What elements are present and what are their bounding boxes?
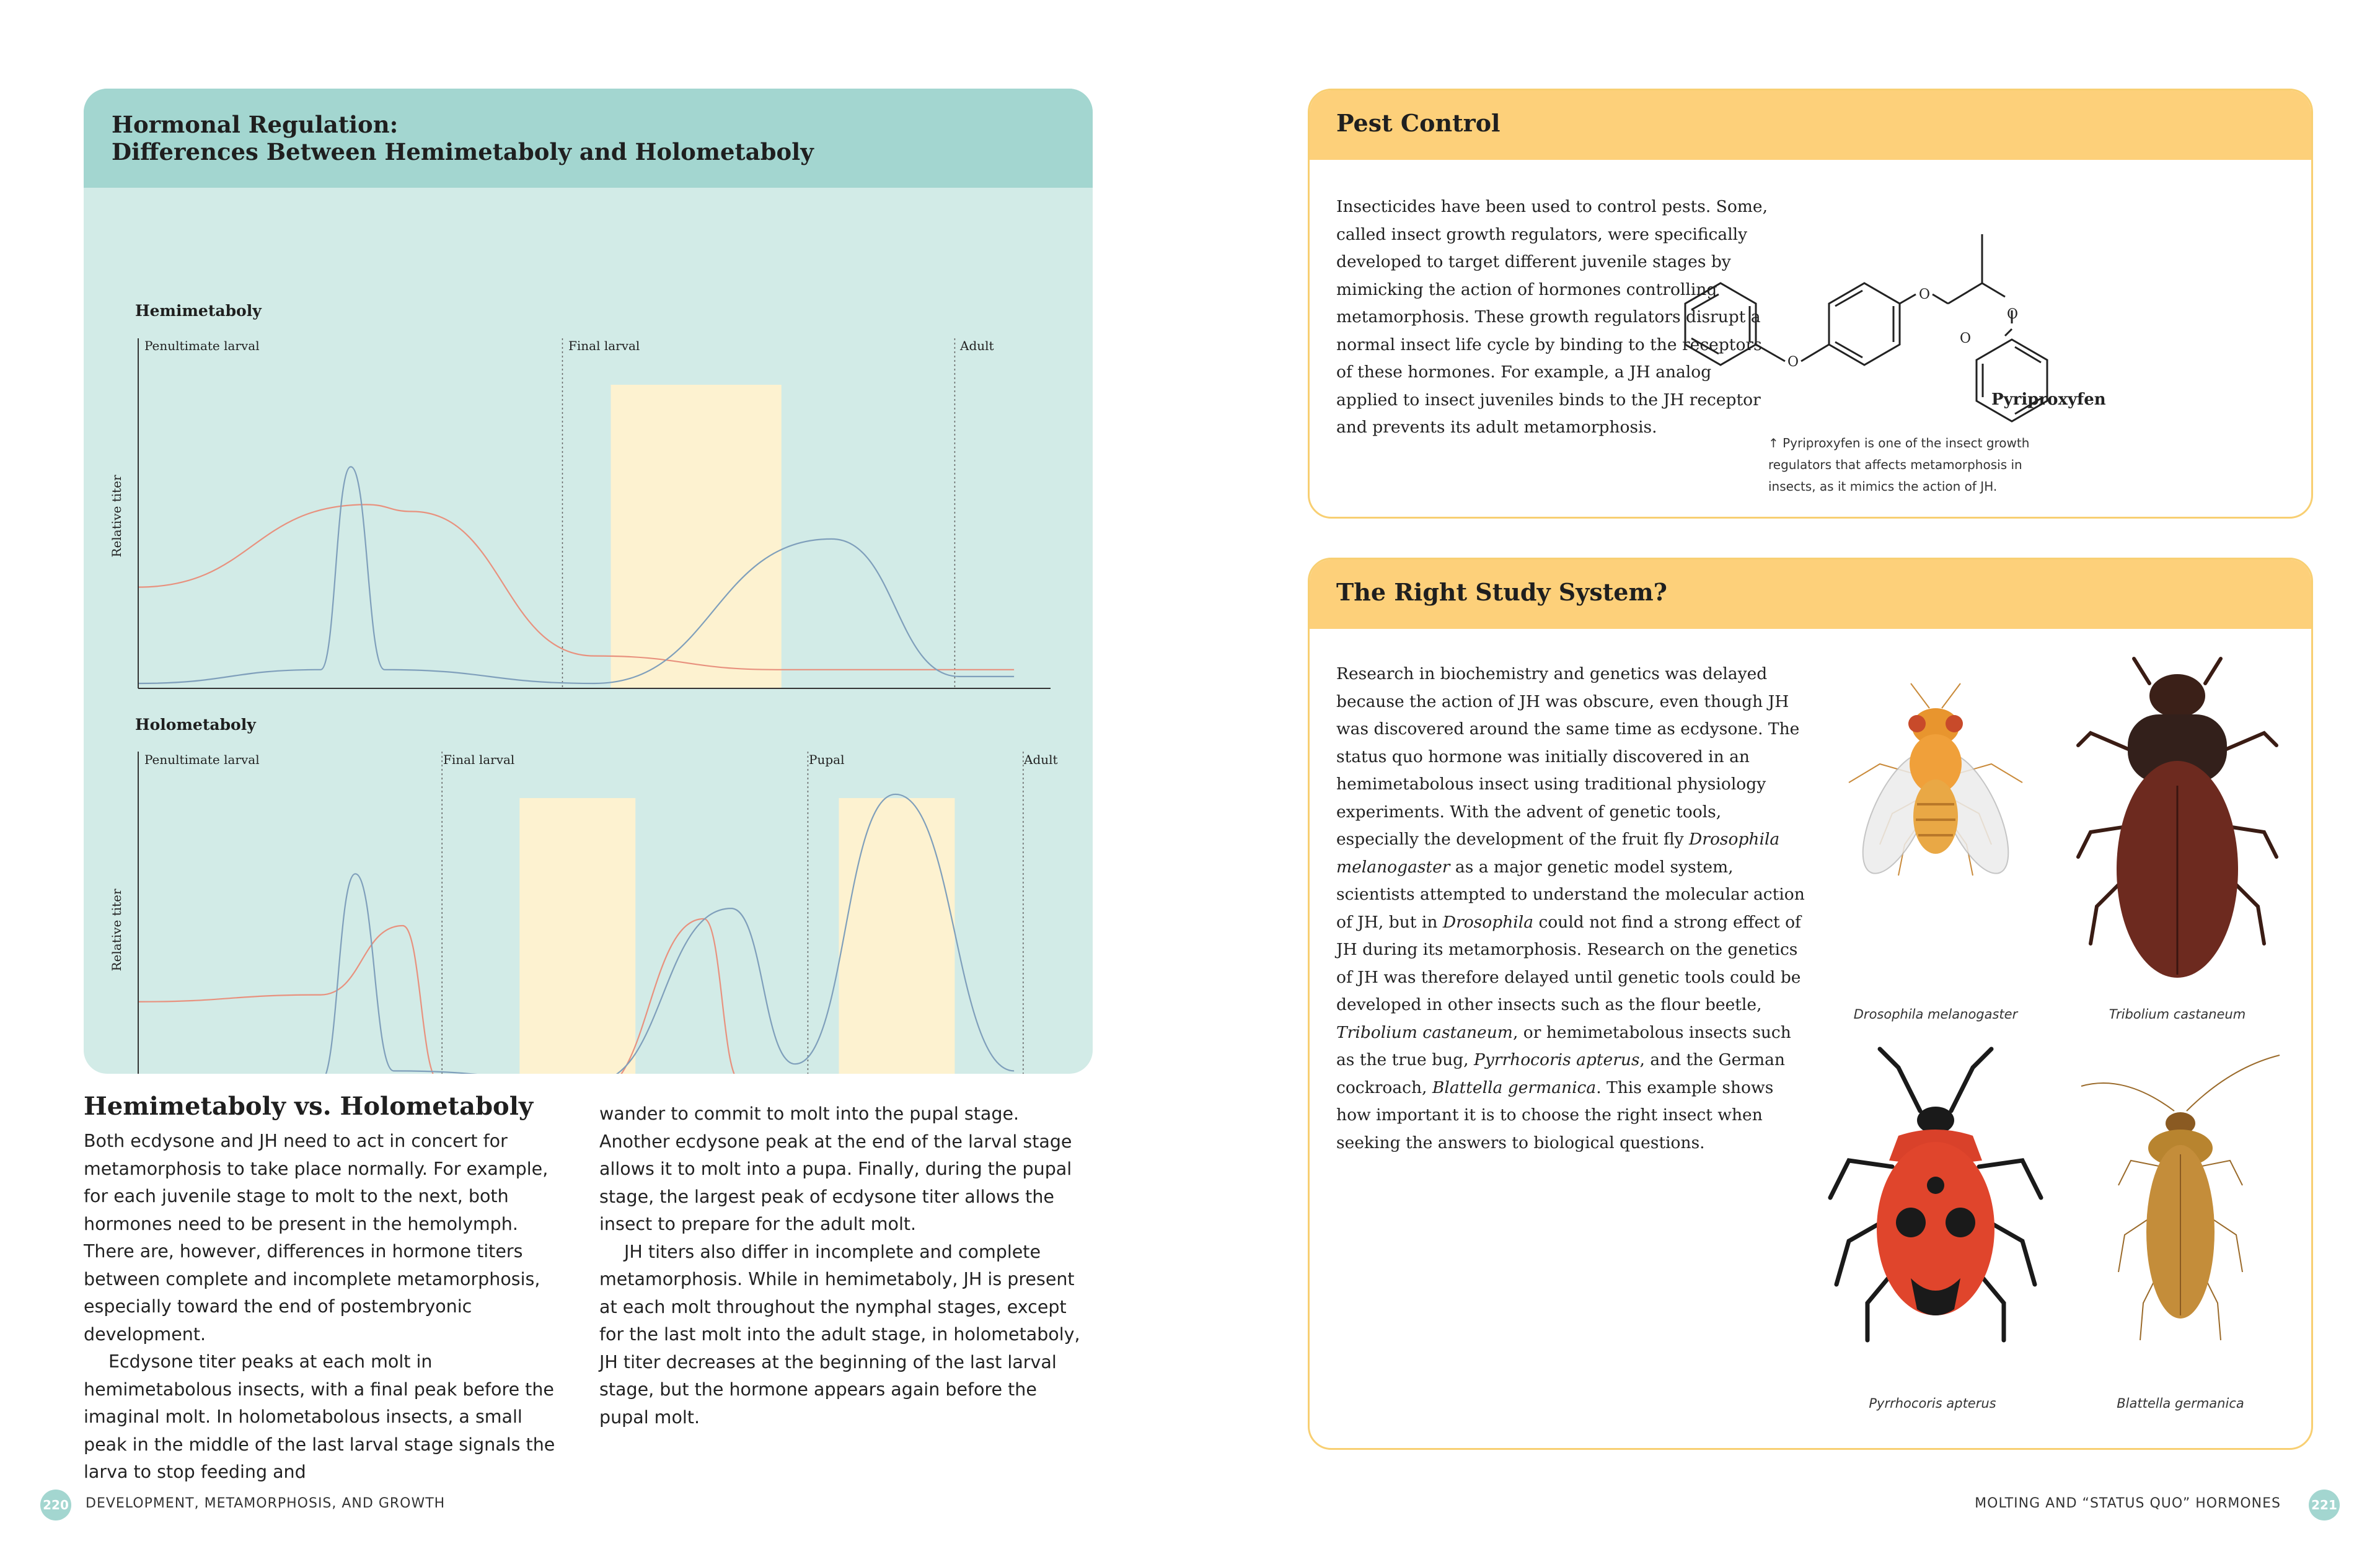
fruit-fly-photo [1824, 671, 2047, 900]
hemi-stage-label-final: Final larval [568, 338, 640, 353]
hormone-chart-card [84, 89, 1093, 1074]
species-name: Blattella germanica [1432, 1077, 1597, 1097]
holo-stage-label-adult: Adult [1024, 752, 1058, 767]
card-header [1310, 559, 2311, 629]
species-name: Drosophila [1442, 912, 1534, 932]
bond-line [1801, 344, 1829, 361]
study-system-card [1308, 558, 2313, 1450]
commitment-period-bar [610, 385, 781, 688]
bond-line [1933, 294, 1948, 304]
oxygen-atom-label: O [2006, 307, 2019, 322]
bond-line [1982, 283, 2005, 297]
holo-stage-label-pupal: Pupal [809, 752, 845, 767]
insect-caption: Tribolium castaneum [2109, 1007, 2246, 1022]
oxygen-atom-label: O [1959, 331, 1972, 346]
bond-line [1756, 344, 1785, 361]
essay-column-1 [84, 1128, 567, 1486]
pest-control-title: Pest Control [1336, 109, 1501, 137]
holo-stage-label-final: Final larval [443, 752, 515, 767]
ecdysone-series-line [138, 467, 1014, 683]
study-system-text [1336, 660, 1807, 1157]
hemimetaboly-chart-title: Hemimetaboly [135, 302, 262, 320]
hemi-commitment-periods [610, 385, 781, 688]
card-title-line-1: Hormonal Regulation: [112, 111, 399, 138]
pyridine-ring-right [1977, 340, 2047, 421]
essay-paragraph: JH titers also differ in incomplete and complete metamorphosis. While in hemimetaboly, JH is present at each molt throughout the nymphal stages, except for the last molt into the adult stage, in holometaboly, JH titer decreases at the beginning of the last larval stage, but the hormone appears again before the pupal molt. [599, 1241, 1080, 1428]
hemi-stage-label-penultimate: Penultimate larval [144, 338, 260, 353]
essay-column-2 [599, 1100, 1083, 1431]
molecule-name-label: Pyriproxyfen [1991, 390, 2106, 409]
running-footer-left: DEVELOPMENT, METAMORPHOSIS, AND GROWTH [86, 1496, 446, 1511]
holo-stage-label-penultimate: Penultimate larval [144, 752, 260, 767]
essay-heading: Hemimetaboly vs. Holometaboly [84, 1092, 534, 1121]
molecule-caption: ↑ Pyriproxyfen is one of the insect growth regulators that affects metamorphosis in insects, as it mimics the action of JH. [1768, 436, 2030, 494]
cockroach-photo [2069, 1049, 2292, 1371]
pest-control-paragraph: Insecticides have been used to control pests. Some, called insect growth regulators, were specifically developed to target different juvenile stages by mimicking the action of hormones controlling metamorphosis. These growth regulators disrupt a normal insect life cycle by binding to the receptors of these hormones. For example, a JH analog applied to insect juveniles binds to the JH receptor and prevents its adult metamorphosis. [1336, 197, 1768, 437]
firebug-photo [1818, 1043, 2053, 1365]
insect-caption: Blattella germanica [2117, 1396, 2244, 1411]
essay-paragraph: Both ecdysone and JH need to act in concert for metamorphosis to take place normally. For example, for each juvenile stage to molt to the next, both hormones need to be present in the hemolymph. There are, however, differences in hormone titers between complete and incomplete metamorphosis, especially toward the end of postembryonic development. [84, 1131, 549, 1345]
flour-beetle-photo [2060, 646, 2295, 993]
text-run: , and the German cockroach, [1336, 1050, 1785, 1097]
page-number-left: 220 [40, 1490, 71, 1520]
insect-caption: Drosophila melanogaster [1853, 1007, 2018, 1022]
card-header [1310, 90, 2311, 160]
page-number-right: 221 [2309, 1490, 2340, 1520]
pest-control-card [1308, 89, 2313, 519]
insect-caption: Pyrrhocoris apterus [1869, 1396, 1996, 1411]
commitment-period-bar [519, 798, 635, 1074]
hormone-titer-charts [84, 188, 1093, 1074]
running-footer-right: MOLTING AND “STATUS QUO” HORMONES [1975, 1496, 2281, 1511]
species-name: Pyrrhocoris apterus [1473, 1050, 1640, 1069]
study-system-paragraph [1336, 660, 1807, 1157]
commitment-period-bar [839, 798, 954, 1074]
species-name: Drosophila melanogaster [1336, 830, 1780, 877]
holometaboly-chart-title: Holometaboly [135, 716, 256, 734]
text-run: as a major genetic model system, scientists attempted to understand the molecular action of JH, but in [1336, 857, 1805, 932]
hemi-y-axis-label: Relative titer [109, 475, 124, 558]
species-name: Tribolium castaneum [1336, 1022, 1513, 1042]
bond-line [2005, 329, 2012, 336]
text-run: . This example shows how important it is to choose the right insect when seeking the answers to biological questions. [1336, 1077, 1774, 1152]
oxygen-atom-label: O [1787, 354, 1799, 370]
holo-commitment-periods [519, 798, 954, 1074]
text-run: Research in biochemistry and genetics was delayed because the action of JH was obscure, even though JH was discovered around the same time as ecdysone. The status quo hormone was initially discovered in an hemimetabolous insect using traditional physiology experiments. With the advent of genetic tools, especially the development of the fruit fly [1336, 664, 1800, 849]
holo-y-axis-label: Relative titer [109, 889, 124, 972]
essay-paragraph: Ecdysone titer peaks at each molt in hemimetabolous insects, with a final peak before the imaginal molt. In holometabolous insects, a small peak in the middle of the last larval stage signals the larva to stop feeding and [84, 1351, 555, 1482]
hemi-series-lines [138, 467, 1014, 683]
card-title-line-2: Differences Between Hemimetaboly and Holometaboly [112, 138, 814, 165]
text-run: , or hemimetabolous insects such as the true bug, [1336, 1022, 1791, 1069]
bond-line [1900, 294, 1916, 304]
essay-paragraph: wander to commit to molt into the pupal stage. Another ecdysone peak at the end of the larval stage allows it to molt into a pupa. Finally, during the pupal stage, the largest peak of ecdysone titer allows the insect to prepare for the adult molt. [599, 1104, 1072, 1234]
jh-series-line [138, 504, 1014, 669]
study-system-title: The Right Study System? [1336, 578, 1667, 606]
bond-line [1948, 283, 1982, 304]
phenyl-ring-left [1685, 283, 1756, 365]
oxygen-atom-label: O [1918, 287, 1931, 302]
hemi-stage-label-adult: Adult [960, 338, 994, 353]
card-header [84, 89, 1093, 188]
text-run: could not find a strong effect of JH during its metamorphosis. Research on the genetics of JH was therefore delayed until genetic tools could be developed in other insects such as the flour beetle, [1336, 912, 1801, 1014]
phenyl-ring-middle [1829, 283, 1900, 365]
